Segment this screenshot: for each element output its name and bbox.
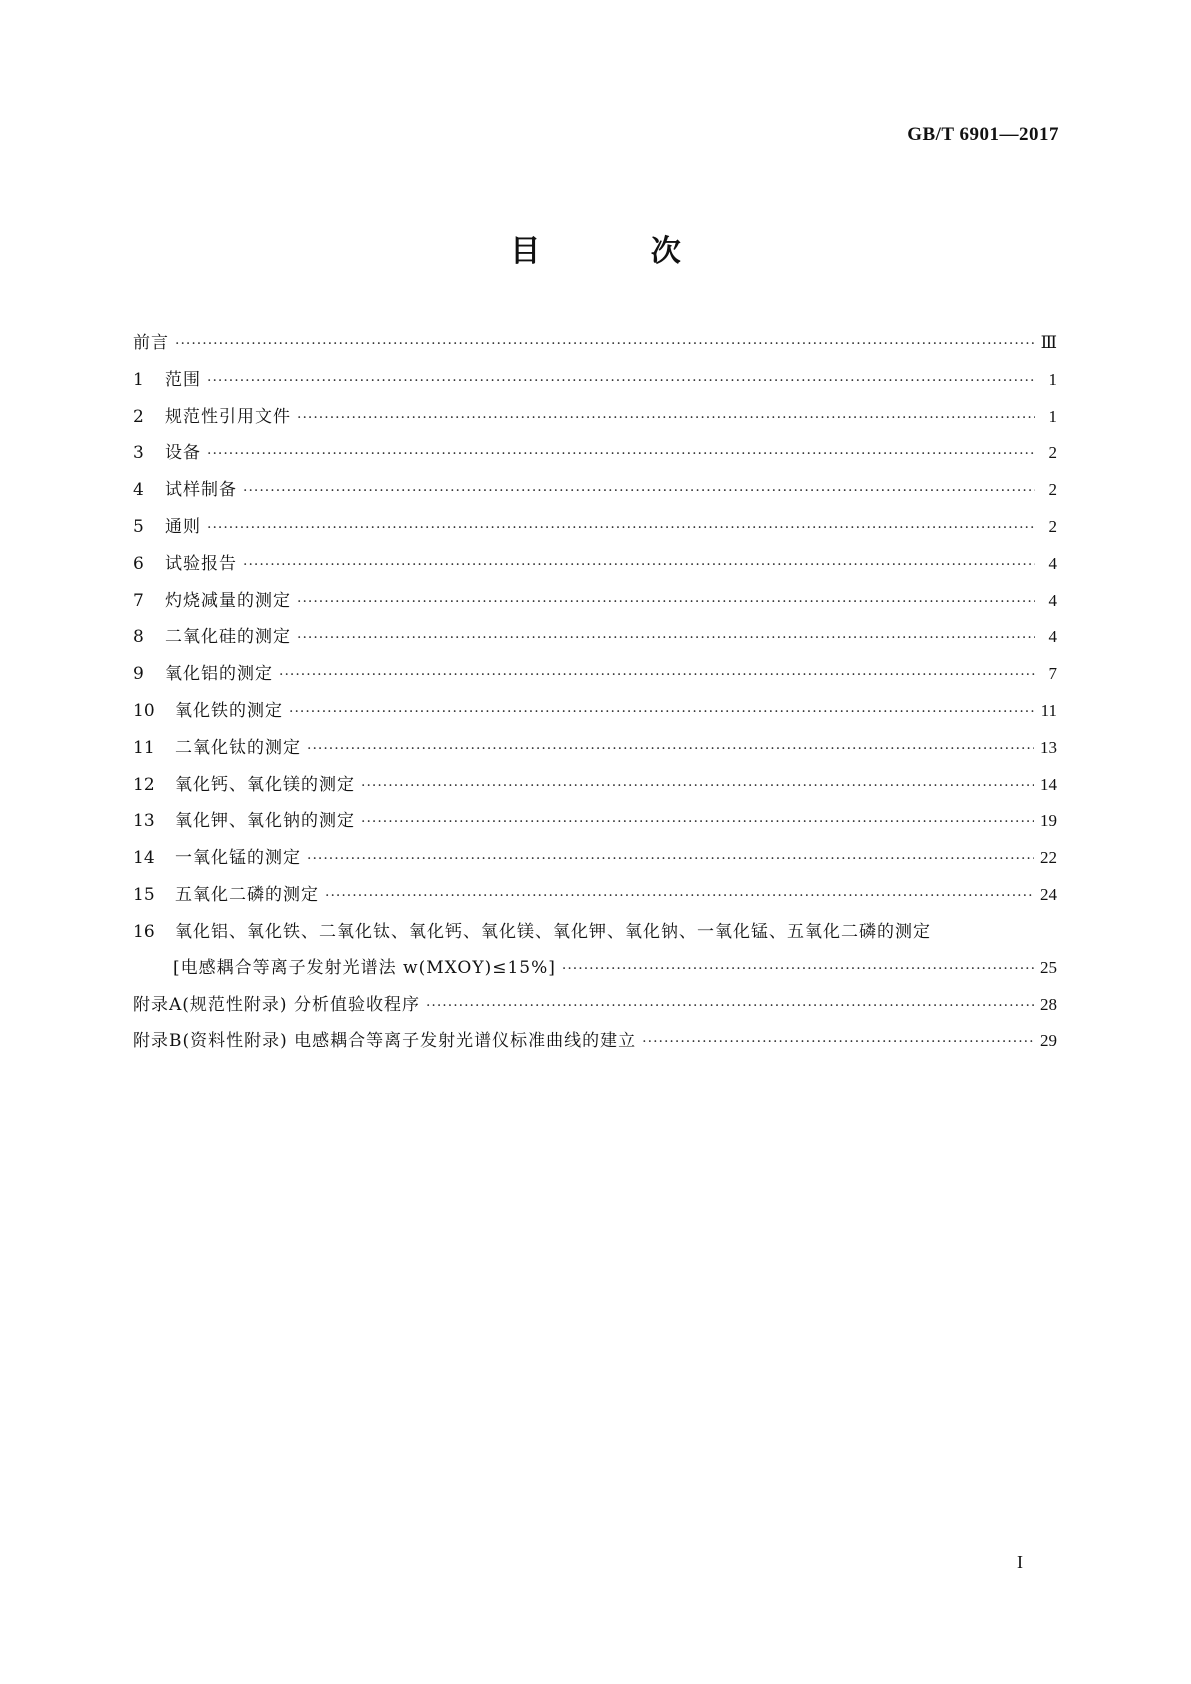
toc-entry-number: 3 xyxy=(133,443,144,464)
toc-entry-appendix-b[interactable] xyxy=(133,1026,1057,1050)
leader-dots xyxy=(289,704,1035,720)
leader-dots xyxy=(642,1034,1034,1050)
leader-dots xyxy=(562,961,1034,977)
toc-entry-label: 氧化铁的测定 xyxy=(175,700,283,721)
toc-entry-label: 设备 xyxy=(165,443,201,464)
toc-entry-label: 规范性引用文件 xyxy=(165,406,291,427)
toc-entry-label: 氧化钙、氧化镁的测定 xyxy=(175,774,355,795)
toc-entry-5[interactable] xyxy=(133,512,1057,536)
toc-entry-label: 二氧化钛的测定 xyxy=(175,737,301,758)
toc-entry-number: 12 xyxy=(133,774,155,795)
toc-entry-9[interactable] xyxy=(133,659,1057,683)
standard-code: GB/T 6901—2017 xyxy=(907,124,1059,145)
leader-dots xyxy=(279,667,1035,683)
page-title: 目 次 xyxy=(510,234,731,269)
toc-entry-appendix-a[interactable] xyxy=(133,990,1057,1014)
leader-dots xyxy=(361,778,1034,794)
toc-entry-13[interactable] xyxy=(133,806,1057,830)
toc-entry-label: 氧化铝、氧化铁、二氧化钛、氧化钙、氧化镁、氧化钾、氧化钠、一氧化锰、五氧化二磷的测定 xyxy=(175,921,931,942)
leader-dots xyxy=(207,446,1035,462)
toc-entry-label: 氧化铝的测定 xyxy=(165,664,273,685)
toc-entry-number: 7 xyxy=(133,590,144,611)
toc-entry-page: 25 xyxy=(1040,957,1057,977)
toc-entry-page: 29 xyxy=(1040,1031,1057,1051)
toc-entry-number: 13 xyxy=(133,811,155,832)
leader-dots xyxy=(243,483,1035,499)
toc-entry-14[interactable] xyxy=(133,843,1057,867)
toc-entry-page: 1 xyxy=(1048,369,1057,389)
toc-entry-number: 9 xyxy=(133,664,144,685)
leader-dots xyxy=(175,336,1035,352)
toc-entry-label: 二氧化硅的测定 xyxy=(165,627,291,648)
toc-entry-page: 19 xyxy=(1040,811,1057,831)
toc-entry-label: 一氧化锰的测定 xyxy=(175,848,301,869)
toc-entry-number: 4 xyxy=(133,480,144,501)
toc-entry-label-continued: [电感耦合等离子发射光谱法 w(MXOY)≤15%] xyxy=(173,957,556,978)
toc-entry-page: 2 xyxy=(1048,480,1057,500)
toc-entry-foreword[interactable] xyxy=(133,328,1057,352)
leader-dots xyxy=(307,851,1034,867)
toc-entry-label: 范围 xyxy=(165,369,201,390)
table-of-contents xyxy=(133,328,1057,1063)
toc-entry-16-line2[interactable] xyxy=(133,953,1057,977)
toc-entry-number: 8 xyxy=(133,627,144,648)
toc-entry-page: 13 xyxy=(1040,737,1057,757)
leader-dots xyxy=(361,814,1034,830)
toc-entry-label: 灼烧减量的测定 xyxy=(165,590,291,611)
toc-entry-page: 4 xyxy=(1048,627,1057,647)
leader-dots xyxy=(325,888,1034,904)
toc-entry-page: 7 xyxy=(1048,664,1057,684)
toc-entry-15[interactable] xyxy=(133,880,1057,904)
footer-page-number: I xyxy=(1017,1552,1023,1572)
toc-entry-page: Ⅲ xyxy=(1040,333,1057,352)
toc-entry-4[interactable] xyxy=(133,475,1057,499)
toc-entry-label: 通则 xyxy=(165,516,201,537)
toc-entry-number: 11 xyxy=(133,737,155,758)
leader-dots xyxy=(426,998,1034,1014)
toc-entry-11[interactable] xyxy=(133,733,1057,757)
toc-entry-number: 2 xyxy=(133,406,144,427)
leader-dots xyxy=(297,594,1035,610)
toc-entry-1[interactable] xyxy=(133,365,1057,389)
toc-entry-page: 11 xyxy=(1040,700,1057,720)
toc-entry-label: 试样制备 xyxy=(165,480,237,501)
toc-entry-10[interactable] xyxy=(133,696,1057,720)
toc-entry-16-line1[interactable] xyxy=(133,917,1057,941)
toc-entry-page: 22 xyxy=(1040,848,1057,868)
leader-dots xyxy=(307,741,1034,757)
toc-entry-number: 15 xyxy=(133,884,155,905)
toc-entry-number: 16 xyxy=(133,921,155,942)
toc-entry-7[interactable] xyxy=(133,586,1057,610)
toc-entry-label: 附录A(规范性附录) 分析值验收程序 xyxy=(133,994,420,1015)
toc-entry-3[interactable] xyxy=(133,438,1057,462)
toc-entry-page: 2 xyxy=(1048,516,1057,536)
toc-entry-page: 2 xyxy=(1048,443,1057,463)
toc-entry-page: 14 xyxy=(1040,774,1057,794)
toc-entry-12[interactable] xyxy=(133,770,1057,794)
toc-entry-page: 4 xyxy=(1048,590,1057,610)
leader-dots xyxy=(207,373,1035,389)
toc-entry-label: 前言 xyxy=(133,333,169,353)
toc-entry-page: 24 xyxy=(1040,884,1057,904)
leader-dots xyxy=(243,557,1035,573)
toc-entry-page: 4 xyxy=(1048,553,1057,573)
toc-entry-8[interactable] xyxy=(133,622,1057,646)
toc-entry-label: 附录B(资料性附录) 电感耦合等离子发射光谱仪标准曲线的建立 xyxy=(133,1031,637,1052)
toc-entry-6[interactable] xyxy=(133,549,1057,573)
leader-dots xyxy=(297,410,1035,426)
toc-entry-number: 1 xyxy=(133,369,144,390)
leader-dots xyxy=(297,630,1035,646)
toc-entry-number: 5 xyxy=(133,516,144,537)
leader-dots xyxy=(207,520,1035,536)
toc-entry-label: 氧化钾、氧化钠的测定 xyxy=(175,811,355,832)
toc-entry-page: 28 xyxy=(1040,994,1057,1014)
toc-entry-number: 10 xyxy=(133,700,155,721)
toc-entry-label: 五氧化二磷的测定 xyxy=(175,884,319,905)
toc-entry-page: 1 xyxy=(1048,406,1057,426)
toc-entry-label: 试验报告 xyxy=(165,553,237,574)
toc-entry-number: 14 xyxy=(133,848,155,869)
toc-entry-2[interactable] xyxy=(133,402,1057,426)
toc-entry-number: 6 xyxy=(133,553,144,574)
